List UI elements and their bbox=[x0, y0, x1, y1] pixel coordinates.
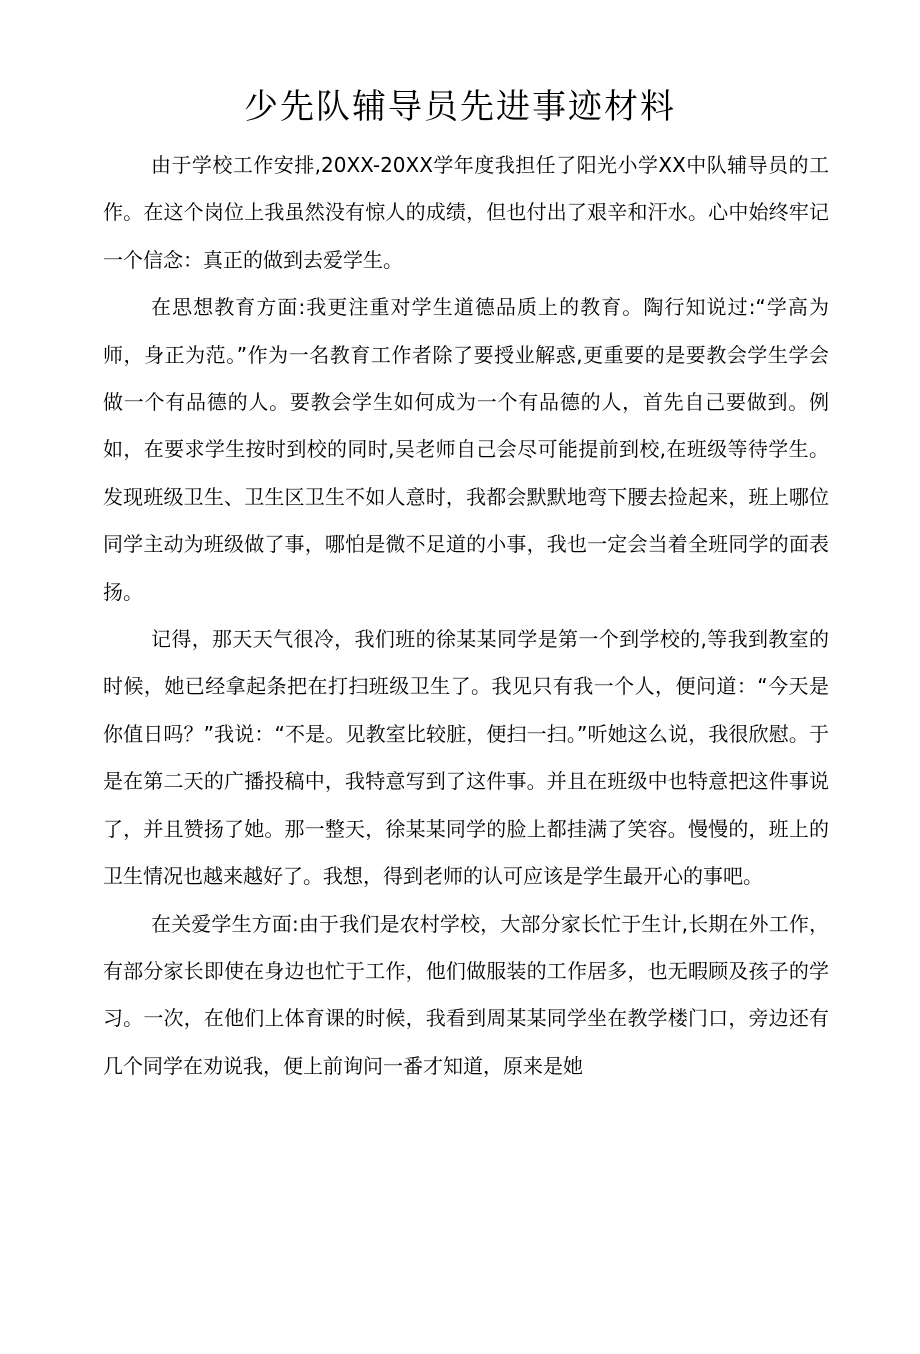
paragraph-story: 记得，那天天气很冷，我们班的徐某某同学是第一个到学校的,等我到教室的时候，她已经拿起条把在打扫班级卫生了。我见只有我一个人，便问道：“今天是你值日吗？”我说：“不是。见教室比较脏，便扫一扫。”听她这么说，我很欣慰。于是在第二天的广播投稿中，我特意写到了这件事。并且在班级中也特意把这件事说了，并且赞扬了她。那一整天，徐某某同学的脸上都挂满了笑容。慢慢的，班上的卫生情况也越来越好了。我想，得到老师的认可应该是学生最开心的事吧。 bbox=[103, 627, 829, 889]
document-body bbox=[103, 142, 829, 1090]
paragraph-moral-education: 在思想教育方面:我更注重对学生道德品质上的教育。陶行知说过:“学高为师，身正为范。”作为一名教育工作者除了要授业解惑,更重要的是要教会学生学会做一个有品德的人。要教会学生如何成为一个有品德的人，首先自己要做到。例如，在要求学生按时到校的同时,吴老师自己会尽可能提前到校,在班级等待学生。发现班级卫生、卫生区卫生不如人意时，我都会默默地弯下腰去捡起来，班上哪位同学主动为班级做了事，哪怕是微不足道的小事，我也一定会当着全班同学的面表扬。 bbox=[103, 295, 829, 604]
paragraph-intro: 由于学校工作安排,20XX-20XX学年度我担任了阳光小学XX中队辅导员的工作。在这个岗位上我虽然没有惊人的成绩，但也付出了艰辛和汗水。心中始终牢记一个信念：真正的做到去爱学生。 bbox=[103, 153, 829, 272]
document-title: 少先队辅导员先进事迹材料 bbox=[244, 87, 676, 127]
paragraph-caring-students: 在关爱学生方面:由于我们是农村学校，大部分家长忙于生计,长期在外工作，有部分家长即使在身边也忙于工作，他们做服装的工作居多，也无暇顾及孩子的学习。一次，在他们上体育课的时候，我看到周某某同学坐在教学楼门口，旁边还有几个同学在劝说我，便上前询问一番才知道，原来是她 bbox=[103, 911, 829, 1078]
